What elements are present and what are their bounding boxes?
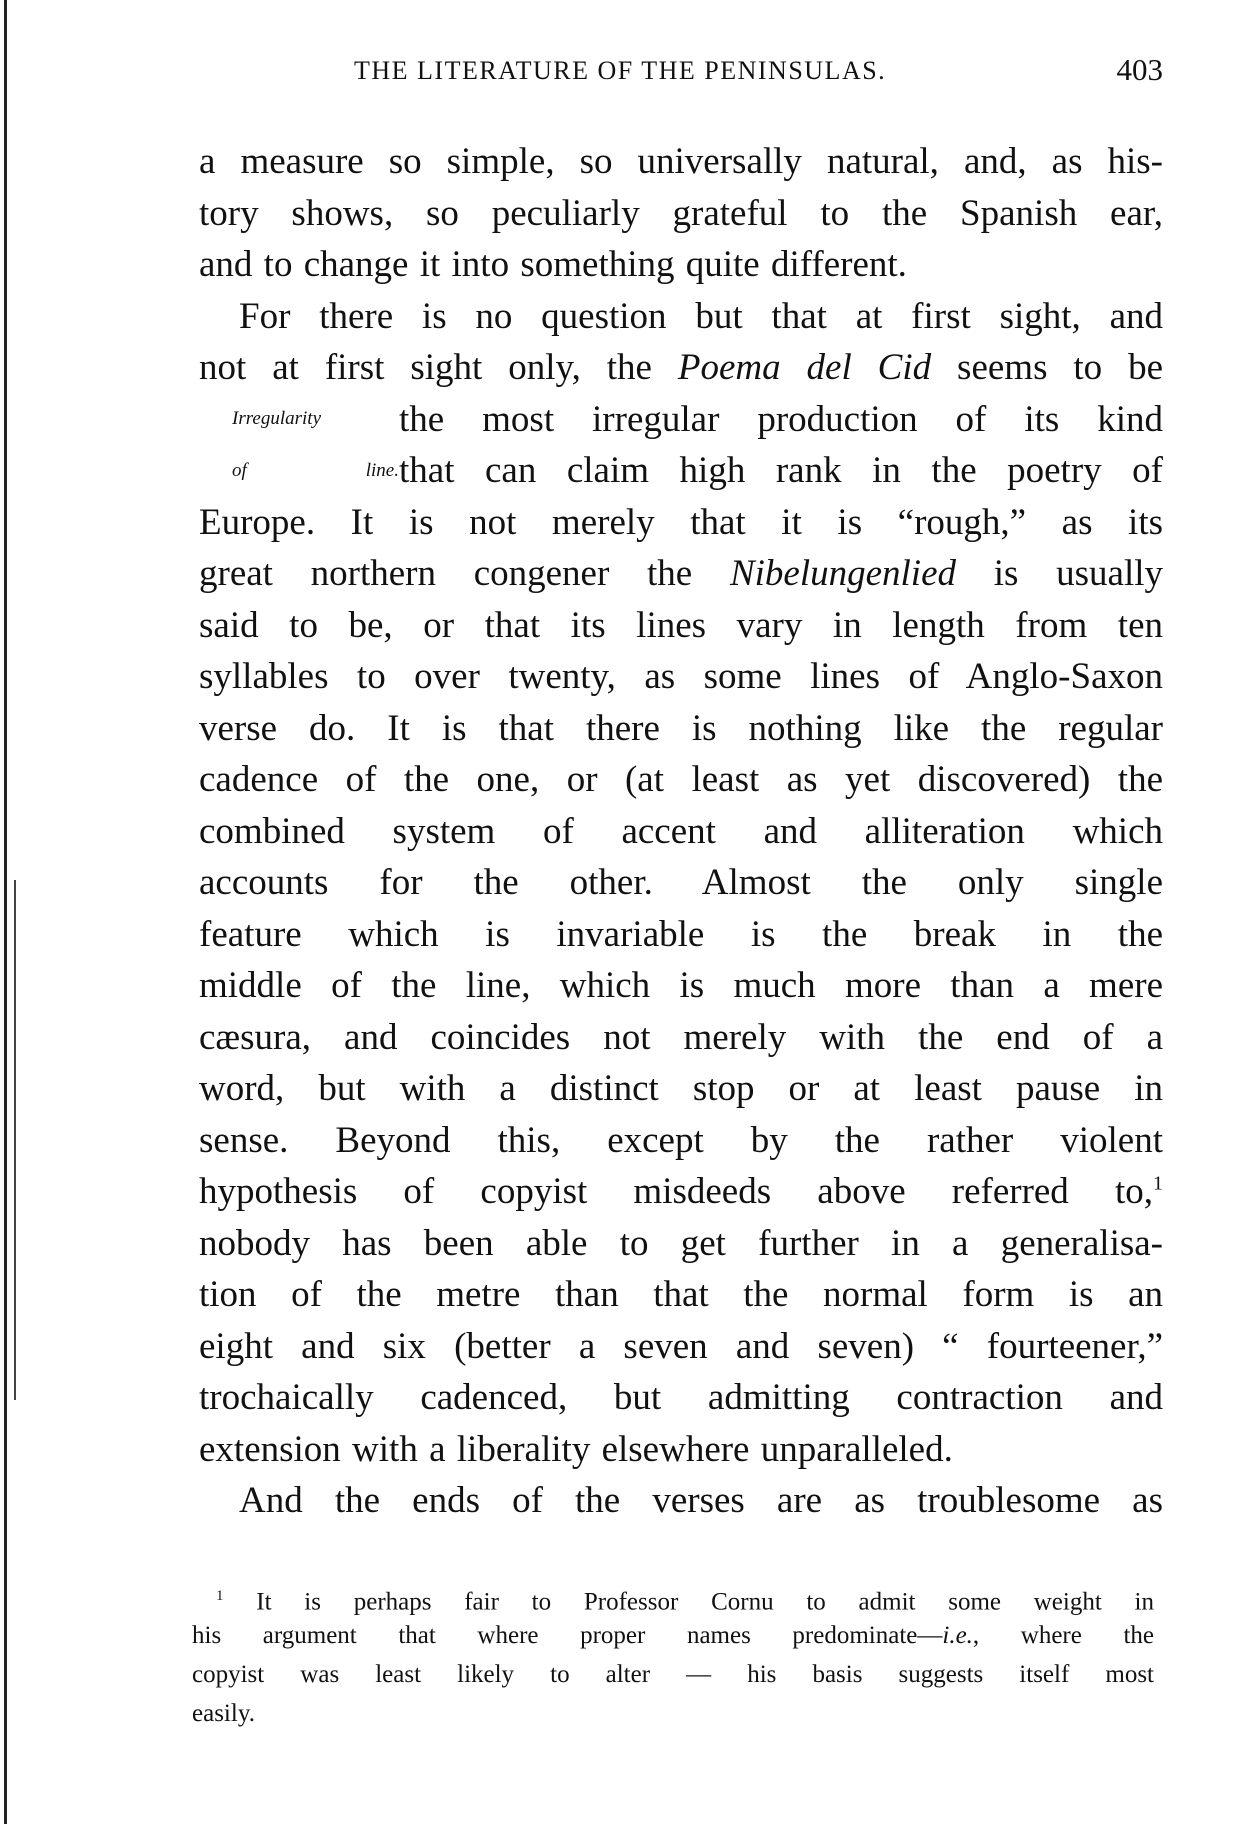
text-segment: For there is no question but that at first sight, and (239, 295, 1163, 337)
text-segment: the most irregular production of its kind (399, 398, 1163, 440)
running-title: THE LITERATURE OF THE PENINSULAS. (354, 56, 887, 85)
body-line-text (399, 445, 1163, 497)
body-line (199, 1269, 1163, 1321)
body-line (199, 548, 1163, 600)
text-segment: word, but with a distinct stop or at least pause in (199, 1068, 1163, 1109)
text-segment: hypothesis of copyist misdeeds above referred to, (199, 1171, 1153, 1212)
text-segment: his argument that where proper names predominate— (192, 1622, 943, 1649)
body-line (199, 754, 1163, 806)
text-segment: copyist was least likely to alter — his basis suggests itself most (192, 1661, 1154, 1688)
text-segment: cæsura, and coincides not merely with the end of a (199, 1016, 1163, 1058)
footnote-line (192, 1694, 1154, 1733)
body-line (199, 136, 1163, 188)
text-segment: It is perhaps fair to Professor Cornu to admit some weight in (223, 1588, 1154, 1616)
text-segment: said to be, or that its lines vary in length from ten (199, 604, 1163, 646)
footnote-line (192, 1577, 1154, 1616)
page-header (199, 52, 1163, 96)
body-line (199, 1115, 1163, 1167)
body-line (199, 291, 1163, 343)
text-segment: is usually (956, 553, 1163, 594)
text-segment: trochaically cadenced, but admitting contraction and (199, 1377, 1163, 1418)
body-line (199, 497, 1163, 549)
body-line (199, 342, 1163, 394)
body-line (199, 1218, 1163, 1270)
italic-title: Poema del Cid (677, 347, 932, 388)
body-line (199, 857, 1163, 909)
italic-title: i.e. (942, 1622, 973, 1649)
margin-note-line-1: Irregularity (232, 408, 322, 430)
text-segment: sense. Beyond this, except by the rather violent (199, 1119, 1163, 1161)
body-text (199, 136, 1163, 1527)
text-segment: that can claim high rank in the poetry of (399, 450, 1163, 491)
text-segment: a measure so simple, so universally natural, and, as his- (199, 141, 1163, 182)
footnote-line (192, 1655, 1154, 1694)
text-segment: extension with a liberality elsewhere unparalleled. (199, 1428, 953, 1470)
footnote-marker: 1 (216, 1588, 224, 1604)
text-segment: And the ends of the verses are as troublesome as (239, 1480, 1163, 1521)
text-segment: middle of the line, which is much more than a mere (199, 965, 1163, 1006)
text-segment: great northern congener the (199, 553, 730, 594)
text-segment: not at first sight only, the (199, 347, 678, 388)
footnote-marker: 1 (1153, 1172, 1163, 1195)
text-segment: tion of the metre than that the normal form is an (199, 1274, 1163, 1315)
body-line (199, 1372, 1163, 1424)
italic-title: Nibelungenlied (729, 553, 957, 594)
body-line (199, 1166, 1163, 1218)
body-line (199, 600, 1163, 652)
body-line (199, 1012, 1163, 1064)
text-segment: syllables to over twenty, as some lines of Anglo-Saxon (199, 656, 1163, 697)
text-segment: easily. (192, 1700, 255, 1727)
text-segment: verse do. It is that there is nothing like the regular (199, 707, 1163, 749)
page-number: 403 (1116, 52, 1163, 87)
body-line (199, 806, 1163, 858)
text-segment: eight and six (better a seven and seven) “ fourteener,” (199, 1325, 1163, 1367)
body-line (199, 703, 1163, 755)
body-line (199, 1321, 1163, 1373)
body-line (199, 188, 1163, 240)
text-segment: combined system of accent and alliteration which (199, 810, 1163, 852)
text-segment: , where the (972, 1622, 1154, 1649)
text-segment: seems to be (931, 347, 1164, 388)
footnote-line (192, 1616, 1154, 1655)
body-line (199, 960, 1163, 1012)
body-line (199, 1424, 1163, 1476)
text-segment: feature which is invariable is the break in the (199, 913, 1163, 955)
body-line (199, 1475, 1163, 1527)
body-line (199, 651, 1163, 703)
body-line (199, 445, 1163, 497)
page-binding-edge (4, 0, 7, 1824)
text-segment: and to change it into something quite different. (199, 244, 907, 285)
body-line (199, 909, 1163, 961)
text-segment: tory shows, so peculiarly grateful to the Spanish ear, (199, 192, 1163, 234)
text-segment: accounts for the other. Almost the only single (199, 862, 1163, 903)
text-segment: cadence of the one, or (at least as yet discovered) the (199, 759, 1163, 800)
footnote (192, 1577, 1154, 1733)
margin-note-line-2: of line. (232, 459, 399, 481)
body-line (199, 394, 1163, 446)
text-segment: Europe. It is not merely that it is “rough,” as its (199, 501, 1163, 543)
body-line (199, 239, 1163, 291)
page-binding-shadow (14, 880, 16, 1400)
text-segment: nobody has been able to get further in a generalisa- (199, 1222, 1163, 1264)
body-line-text (399, 394, 1163, 446)
body-line (199, 1063, 1163, 1115)
